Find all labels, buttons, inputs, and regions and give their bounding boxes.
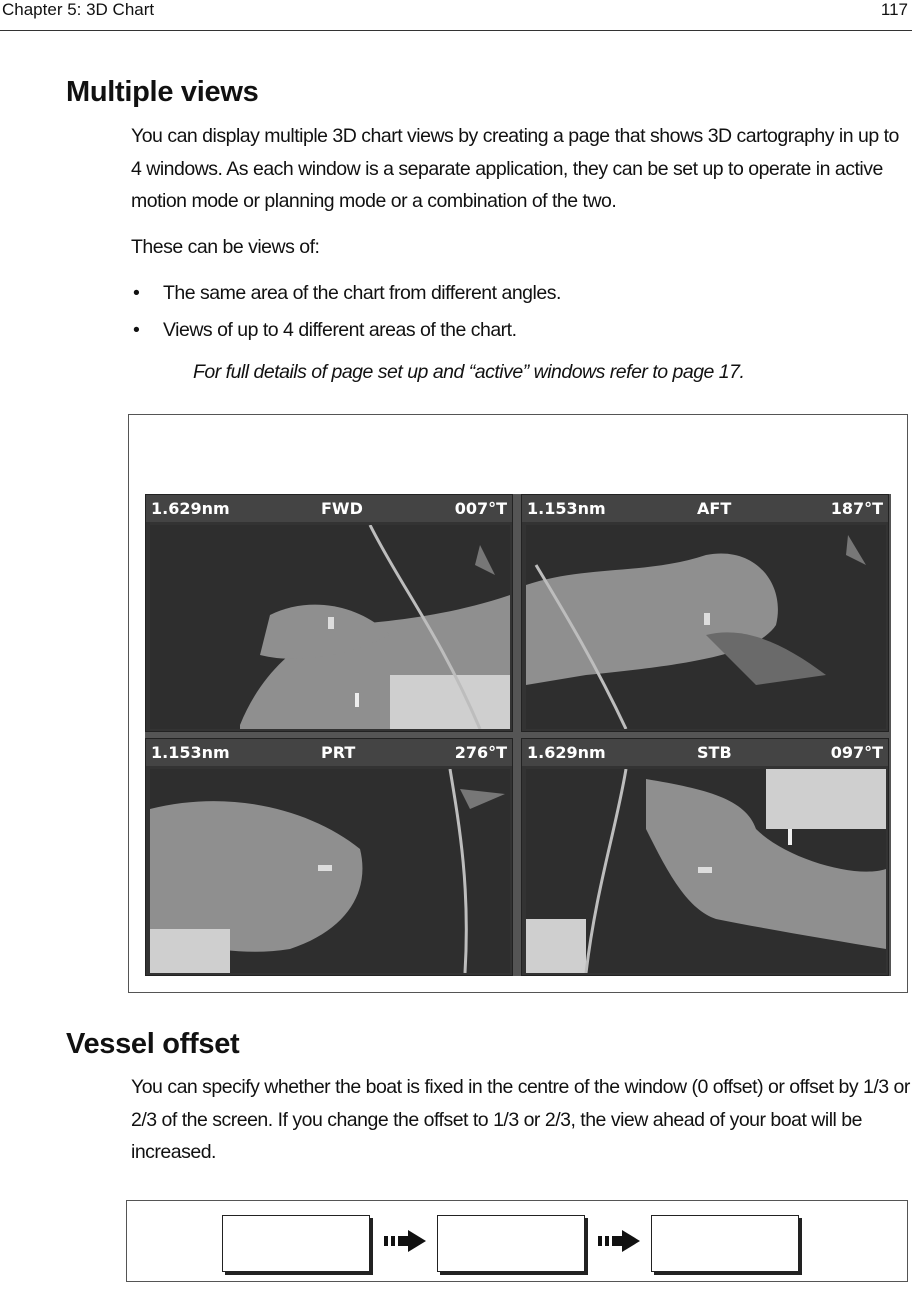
page-header [0, 0, 912, 31]
section-title-vessel-offset: Vessel offset [66, 1028, 240, 1060]
section-title-multiple-views: Multiple views [66, 76, 259, 108]
bullet-dot: • [133, 319, 140, 341]
chart-pane-stb [521, 738, 889, 976]
view-label: PRT [321, 743, 356, 762]
range-readout: 1.629nm [527, 743, 606, 762]
softkey-1 [222, 1215, 370, 1272]
views-intro: These can be views of: [131, 236, 320, 258]
bullet-item [133, 282, 561, 305]
chart-pane-fwd [145, 494, 513, 732]
range-readout: 1.629nm [151, 499, 230, 518]
view-label: FWD [321, 499, 363, 518]
page-number: 117 [880, 0, 908, 19]
pane-status-bar [146, 495, 512, 522]
softkey-3 [651, 1215, 799, 1272]
softkey-2 [437, 1215, 585, 1272]
multiple-views-screenshot [145, 494, 891, 976]
heading-readout: 097°T [830, 743, 883, 762]
chapter-title: Chapter 5: 3D Chart [2, 0, 155, 19]
arrow-right-icon [598, 1228, 642, 1254]
vessel-offset-paragraph: You can specify whether the boat is fixed in the centre of the window (0 offset) or offset by 1/3 or 2/3 of the screen. If you change the offset to 1/3 or 2/3, the view ahead of your boat will be increased. [131, 1076, 910, 1163]
range-readout: 1.153nm [151, 743, 230, 762]
heading-readout: 187°T [830, 499, 883, 518]
aerial-map [526, 769, 886, 973]
page-reference-note: For full details of page set up and “active” windows refer to page 17. [193, 361, 745, 383]
view-label: AFT [697, 499, 732, 518]
multiple-views-paragraph: You can display multiple 3D chart views by creating a page that shows 3D cartography in up to 4 windows. As each window is a separate application, they can be set up to operate in active motion mode or planning mode or a combination of the two. [131, 125, 899, 212]
bullet-dot: • [133, 282, 140, 304]
chart-pane-prt [145, 738, 513, 976]
bullet-text: The same area of the chart from different angles. [163, 282, 561, 304]
aerial-map [526, 525, 886, 729]
view-label: STB [697, 743, 732, 762]
pane-status-bar [522, 739, 888, 766]
range-readout: 1.153nm [527, 499, 606, 518]
heading-readout: 007°T [454, 499, 507, 518]
chart-pane-aft [521, 494, 889, 732]
pane-status-bar [146, 739, 512, 766]
aerial-map [150, 769, 510, 973]
pane-status-bar [522, 495, 888, 522]
bullet-item [133, 319, 517, 342]
arrow-right-icon [384, 1228, 428, 1254]
heading-readout: 276°T [454, 743, 507, 762]
bullet-text: Views of up to 4 different areas of the chart. [163, 319, 517, 341]
aerial-map [150, 525, 510, 729]
